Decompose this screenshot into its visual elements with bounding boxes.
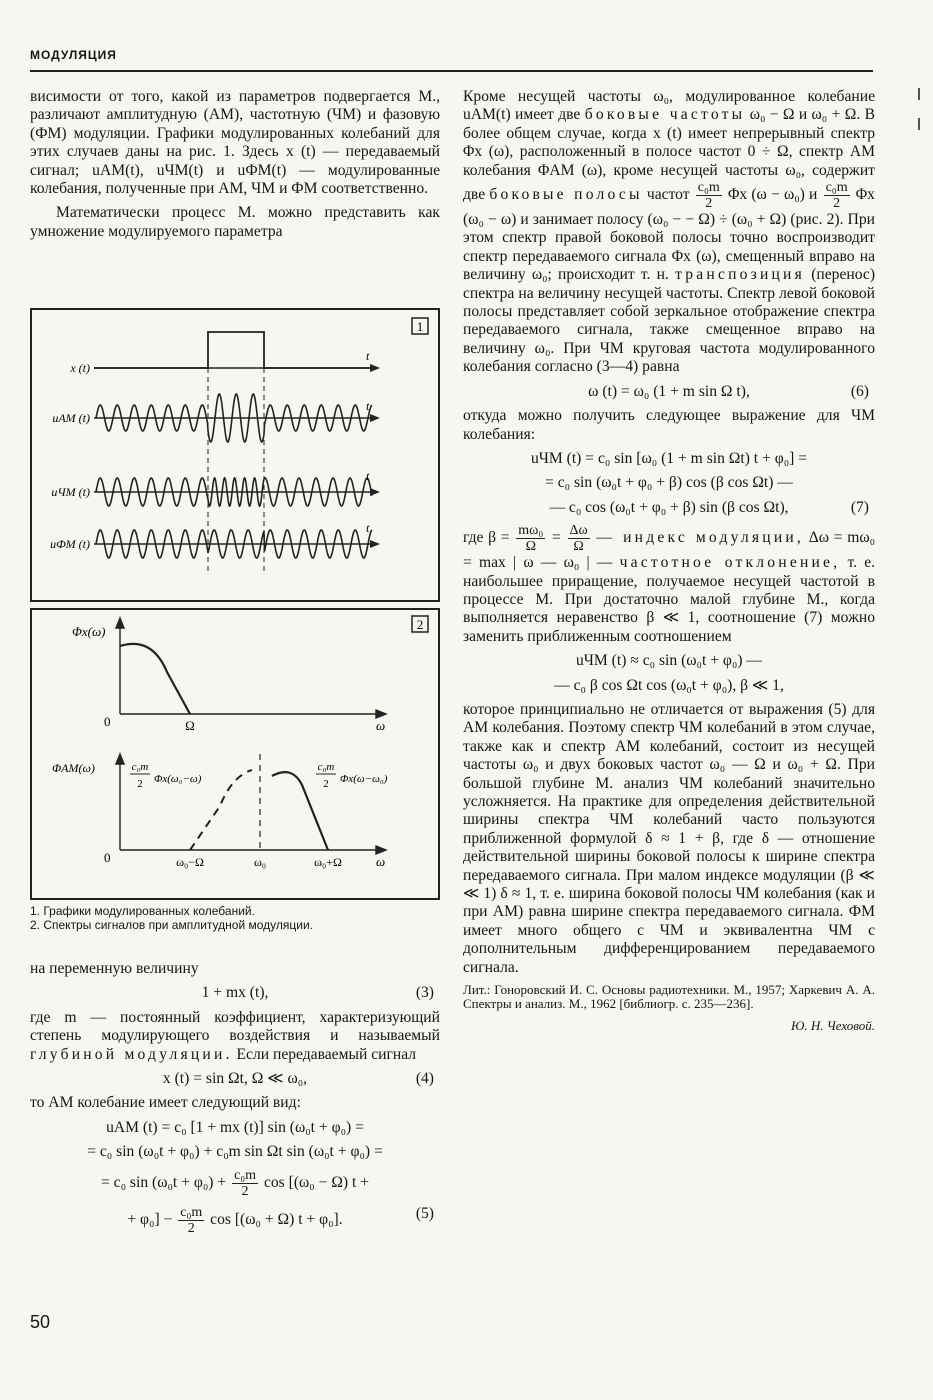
tick-carrier: ω₀ <box>253 855 267 869</box>
axis-arrow <box>370 414 380 422</box>
left-ann-frac-den: 2 <box>137 778 143 790</box>
paragraph: где β = $\frac{\text{mω₀}}{\Omega}$ = $\frac{\Delta\omega}{\Omega}$ — индекс модуляции, Δω = mω₀ = max | ω — ω₀ | — частотное отклонение, т. е. наибольшее приращение, получаемое несущей частотой в процессе М. При достаточно малой глубине М., когда выполняется неравенство β ≪ 1, соотношение (7) можно заменить приближенным соотношением <box>463 523 876 645</box>
tick-upper: ω₀+Ω <box>314 855 342 869</box>
paragraph: Кроме несущей частоты ω₀, модулированное колебание uАМ(t) имеет две боковые частоты ω₀ − Ω и ω₀ + Ω. В более общем случае, когда x (t) имеет непрерывный спектр Φx (ω), расположенный в полосе частот 0 ÷ Ω, спектр АМ колебания ΦАМ (ω), кроме несущей частоты ω₀, содержит две боковые полосы частот $\frac{\text{c₀m}}{2}$ Φx (ω − ω₀) и $\frac{\text{c₀m}}{2}$ Φx (ω₀ − ω) и занимает полосу (ω₀ − − Ω) ÷ (ω₀ + Ω) (рис. 2). При этом спектр правой боковой полосы точно воспроизводит спектр передаваемого сигнала Φx (ω), смещенный вправо на величину ω₀; происходит т. н. транспозиция (перенос) спектра на величину несущей частоты. Спектр левой боковой полосы представляет собой зеркальное отображение спектра передаваемого сигнала, также смещенное вправо на величину ω₀. При ЧМ круговая частота модулированного колебания согласно (3—4) равна <box>463 88 876 376</box>
top-ylabel: Φx(ω) <box>72 624 106 639</box>
bottom-origin: 0 <box>104 850 111 865</box>
equation-7-line-1: uЧМ (t) = c₀ sin [ω₀ (1 + m sin Ωt) t + φ₀] = <box>530 449 808 467</box>
paragraph: откуда можно получить следующее выражение для ЧМ колебания: <box>463 407 875 443</box>
header-rule <box>30 70 873 72</box>
left-annotation: Φx(ω₀−ω) <box>154 773 202 785</box>
figure-2-graphic <box>32 610 438 898</box>
figure-number: 2 <box>416 617 424 632</box>
t-axis-label: t <box>366 349 370 363</box>
axis-arrow <box>370 540 380 548</box>
figure-number: 1 <box>416 319 424 334</box>
page-number: 50 <box>30 1312 51 1332</box>
paragraph: на переменную величину <box>30 960 199 977</box>
marker-lines <box>208 350 264 572</box>
top-omega-tick: Ω <box>185 718 195 733</box>
equation-5-line-4: + φ₀] − $\frac{\text{c₀m}}{2}$ cos [(ω₀ + Ω) t + φ₀]. (5) <box>127 1204 434 1236</box>
left-column-bottom <box>30 960 440 1242</box>
left-ann-frac-num: c₀m <box>131 761 149 773</box>
paragraph: Математически процесс М. можно представить как умножение модулируемого параметра <box>30 204 440 240</box>
label-u-am: uАМ (t) <box>52 411 90 425</box>
t-axis-label: t <box>366 399 370 413</box>
right-ann-frac-den: 2 <box>323 778 329 790</box>
right-annotation: Φx(ω−ω₀) <box>340 773 388 785</box>
running-header: МОДУЛЯЦИЯ <box>30 48 117 62</box>
caption-1: 1. Графики модулированных колебаний. <box>30 904 255 918</box>
paragraph: то АМ колебание имеет следующий вид: <box>30 1094 301 1112</box>
literature: Лит.: Гоноровский И. С. Основы радиотехники. М., 1957; Харкевич А. А. Спектры и анализ. М., 1962 [библиогр. с. 235—236]. <box>463 982 875 1012</box>
top-spectrum-axes <box>116 618 386 718</box>
author: Ю. Н. Чеховой. <box>790 1018 875 1034</box>
equation-7-line-2: = c₀ sin (ω₀t + φ₀ + β) cos (β cos Ωt) — <box>545 474 793 492</box>
top-xlabel: ω <box>376 718 386 733</box>
figure-1-graphic <box>32 310 438 600</box>
label-u-pm: uФМ (t) <box>50 537 90 551</box>
upper-sideband-curve <box>272 772 328 850</box>
equation-3: 1 + mx (t), (3) <box>201 984 434 1002</box>
bottom-ylabel: ΦАМ(ω) <box>52 761 95 775</box>
equation-5-line-1: uАМ (t) = c₀ [1 + mx (t)] sin (ω₀t + φ₀) = <box>106 1118 364 1136</box>
bottom-spectrum-axes <box>116 754 386 854</box>
bottom-xlabel: ω <box>376 854 386 869</box>
equation-4: x (t) = sin Ωt, Ω ≪ ω₀, (4) <box>162 1070 434 1088</box>
equation-5-line-3: = c₀ sin (ω₀t + φ₀) + $\frac{\text{c₀m}}{2}$ cos [(ω₀ − Ω) t + <box>100 1167 370 1199</box>
paragraph: где m — постоянный коэффициент, характеризующий степень модулирующего воздействия и называемый глубиной модуляции. Если передаваемый сигнал <box>30 1008 440 1063</box>
equation-5-line-2: = c₀ sin (ω₀t + φ₀) + c₀m sin Ωt sin (ω₀t + φ₀) = <box>87 1143 383 1161</box>
equation-8-line-1: uЧМ (t) ≈ c₀ sin (ω₀t + φ₀) — <box>575 652 763 670</box>
top-origin: 0 <box>104 714 111 729</box>
paragraph: висимости от того, какой из параметров подвергается М., различают амплитудную (АМ), частотную (ЧМ) и фазовую (ФМ) модуляции. Графики модулированных колебаний для этих случаев даны на рис. 1. Здесь x (t) — передаваемый сигнал; uАМ(t), uЧМ(t) и uФМ(t) — модулированные колебания, полученные при АМ, ЧМ и ФМ соответственно. <box>30 88 440 198</box>
figure-1 <box>30 308 440 602</box>
figure-2 <box>30 608 440 900</box>
caption-2: 2. Спектры сигналов при амплитудной модуляции. <box>30 918 314 932</box>
equation-8-line-2: — c₀ β cos Ωt cos (ω₀t + φ₀), β ≪ 1, <box>554 676 784 694</box>
t-axis-label: t <box>366 521 370 535</box>
scan-margin-mark <box>918 118 920 130</box>
axis-arrow <box>370 364 380 372</box>
tick-lower: ω₀−Ω <box>176 855 204 869</box>
axis-arrow <box>370 488 380 496</box>
equation-6: ω (t) = ω₀ (1 + m sin Ω t), (6) <box>588 382 869 400</box>
right-ann-frac-num: c₀m <box>317 761 335 773</box>
label-x-t: x (t) <box>70 361 90 375</box>
t-axis-label: t <box>366 469 370 483</box>
x-signal-waveform <box>94 332 372 368</box>
left-column-top <box>30 88 440 247</box>
paragraph: которое принципиально не отличается от выражения (5) для АМ колебания. Поэтому спектр ЧМ колебаний в этом случае, также как и спектр АМ колебаний, состоит из несущей частоты ω₀ и двух боковых частот ω₀ — Ω и ω₀ + Ω. При большой глубине М. анализ ЧМ колебаний значительно усложняется. На практике для определения действительной ширины спектра ЧМ колебаний часто пользуются приближенной формулой δ ≈ 1 + β, где δ — отношение действительной ширины боковой полосы к ширине спектра передаваемого сигнала. При малом индексе модуляции (β ≪ ≪ 1) δ ≈ 1, т. е. ширина боковой полосы ЧМ колебания (как и при АМ) равна ширине спектра передаваемого сигнала. ФМ имеет много общего с ЧМ и эквивалентна ЧМ с дополнительным дифференцированием передаваемого сигнала. <box>463 700 875 976</box>
figure-captions <box>30 904 442 932</box>
scan-margin-mark <box>918 88 920 100</box>
right-column <box>463 88 875 1035</box>
label-u-fm: uЧМ (t) <box>51 485 90 499</box>
equation-7-line-3: — c₀ cos (ω₀t + φ₀ + β) sin (β cos Ωt), (7) <box>549 498 869 516</box>
baseband-spectrum-curve <box>120 644 190 714</box>
